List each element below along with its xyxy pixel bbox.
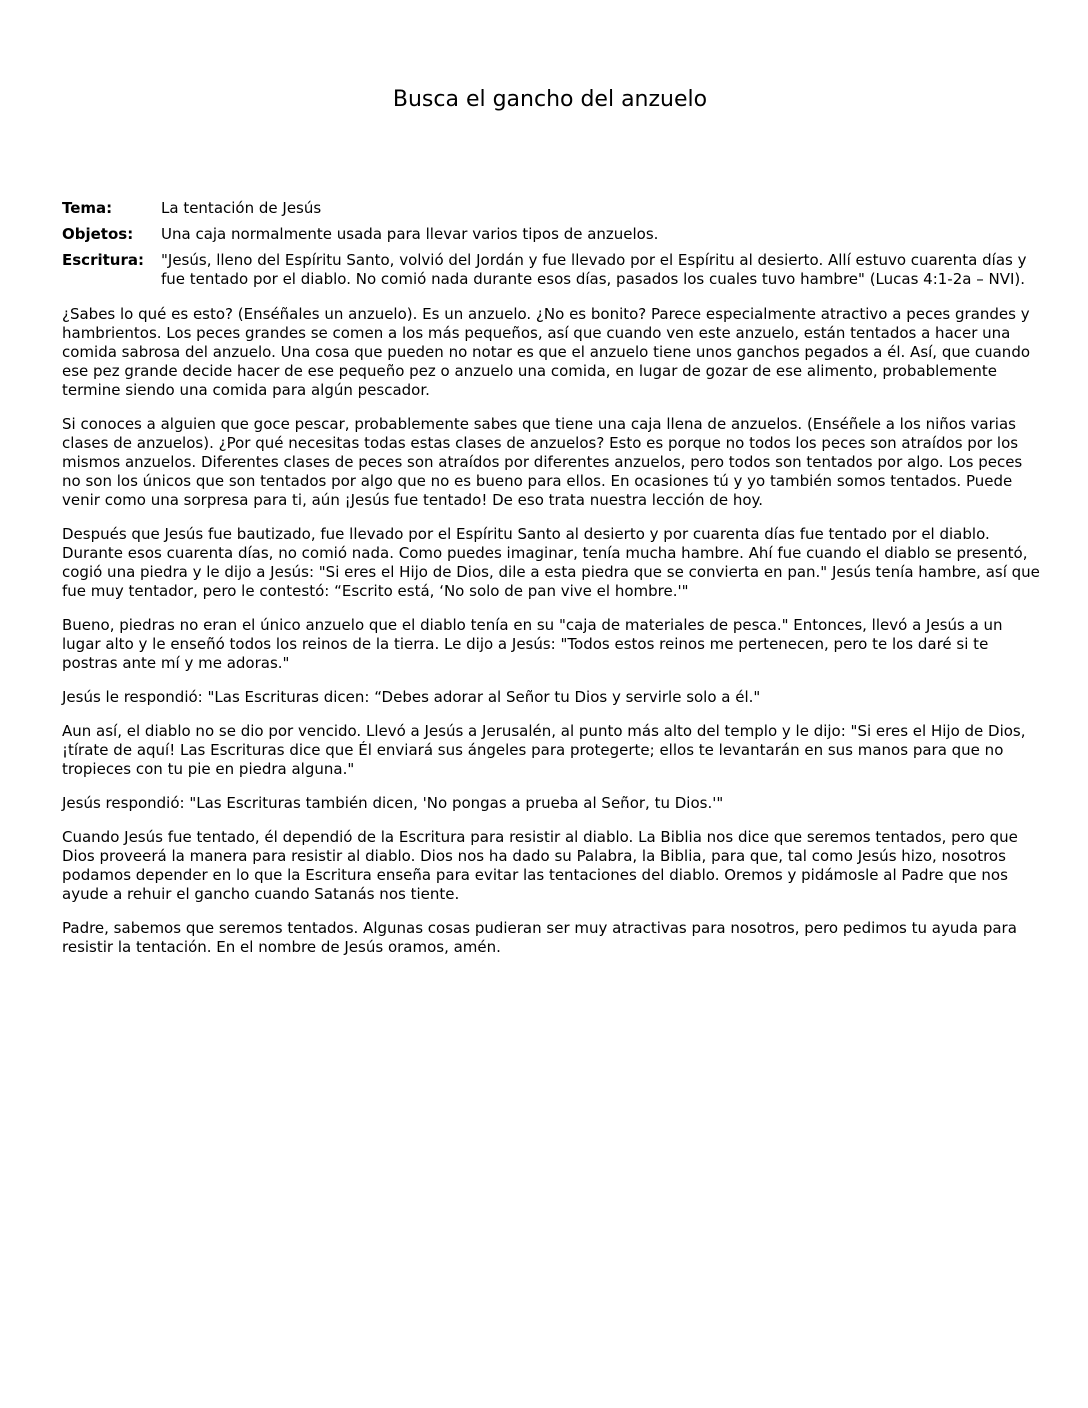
body-paragraph: Después que Jesús fue bautizado, fue llevado por el Espíritu Santo al desierto y por cuarenta días fue tentado por el diablo. Durante esos cuarenta días, no comió nada. Como puedes imaginar, tenía mucha hambre. Ahí fue cuando el diablo se presentó, cogió una piedra y le dijo a Jesús: "Si eres el Hijo de Dios, dile a esta piedra que se convierta en pan." Jesús tenía hambre, así que fue muy tentador, pero le contestó: “Escrito está, ‘No solo de pan vive el hombre.'" xyxy=(62,525,1040,600)
body-paragraph: Padre, sabemos que seremos tentados. Algunas cosas pudieran ser muy atractivas para nosotros, pero pedimos tu ayuda para resistir la tentación. En el nombre de Jesús oramos, amén. xyxy=(62,919,1017,956)
document-body xyxy=(62,199,1040,972)
meta-label: Tema: xyxy=(62,199,113,217)
document-title: Busca el gancho del anzuelo xyxy=(392,87,708,112)
meta-value: La tentación de Jesús xyxy=(161,199,322,217)
meta-row-tema xyxy=(62,199,1040,218)
meta-label: Objetos: xyxy=(62,225,134,243)
body-paragraph: Jesús respondió: "Las Escrituras también dicen, 'No pongas a prueba al Señor, tu Dios.'" xyxy=(62,794,724,812)
body-paragraph: ¿Sabes lo qué es esto? (Enséñales un anzuelo). Es un anzuelo. ¿No es bonito? Parece especialmente atractivo a peces grandes y hambrientos. Los peces grandes se comen a los más pequeños, así que cuando ven este anzuelo, están tentados a hacer una comida sabrosa del anzuelo. Una cosa que pueden no notar es que el anzuelo tiene unos ganchos pegados a él. Así, que cuando ese pez grande decide hacer de ese pequeño pez o anzuelo una comida, en lugar de gozar de ese alimento, probablemente termine siendo una comida para algún pescador. xyxy=(62,305,1031,399)
meta-value: "Jesús, lleno del Espíritu Santo, volvió del Jordán y fue llevado por el Espíritu al desierto. Allí estuvo cuarenta días y fue tentado por el diablo. No comió nada durante esos días, pasados los cuales tuvo hambre" (Lucas 4:1-2a – NVI). xyxy=(161,251,1027,288)
body-paragraph: Aun así, el diablo no se dio por vencido. Llevó a Jesús a Jerusalén, al punto más alto del templo y le dijo: "Si eres el Hijo de Dios, ¡tírate de aquí! Las Escrituras dice que Él enviará sus ángeles para protegerte; ellos te levantarán en sus manos para que no tropieces con tu pie en piedra alguna." xyxy=(62,722,1026,778)
body-paragraph: Bueno, piedras no eran el único anzuelo que el diablo tenía en su "caja de materiales de pesca." Entonces, llevó a Jesús a un lugar alto y le enseñó todos los reinos de la tierra. Le dijo a Jesús: "Todos estos reinos me pertenecen, pero te los daré si te postras ante mí y me adoras." xyxy=(62,616,1003,672)
meta-value: Una caja normalmente usada para llevar varios tipos de anzuelos. xyxy=(161,225,659,243)
lesson-metadata xyxy=(62,199,1040,289)
meta-row-objetos xyxy=(62,225,1040,244)
body-paragraph: Jesús le respondió: "Las Escrituras dicen: “Debes adorar al Señor tu Dios y servirle solo a él." xyxy=(62,688,761,706)
meta-row-escritura xyxy=(62,251,1040,289)
meta-label: Escritura: xyxy=(62,251,144,269)
body-paragraph: Cuando Jesús fue tentado, él dependió de la Escritura para resistir al diablo. La Biblia nos dice que seremos tentados, pero que Dios proveerá la manera para resistir al diablo. Dios nos ha dado su Palabra, la Biblia, para que, tal como Jesús hizo, nosotros podamos depender en lo que la Escritura enseña para evitar las tentaciones del diablo. Oremos y pidámosle al Padre que nos ayude a rehuir el gancho cuando Satanás nos tiente. xyxy=(62,828,1018,903)
body-paragraph: Si conoces a alguien que goce pescar, probablemente sabes que tiene una caja llena de anzuelos. (Enséñele a los niños varias clases de anzuelos). ¿Por qué necesitas todas estas clases de anzuelos? Esto es porque no todos los peces son atraídos por los mismos anzuelos. Diferentes clases de peces son atraídos por diferentes anzuelos, pero todos son tentados por algo. Los peces no son los únicos que son tentados por algo que no es bueno para ellos. En ocasiones tú y yo también somos tentados. Puede venir como una sorpresa para ti, aún ¡Jesús fue tentado! De eso trata nuestra lección de hoy. xyxy=(62,415,1023,509)
